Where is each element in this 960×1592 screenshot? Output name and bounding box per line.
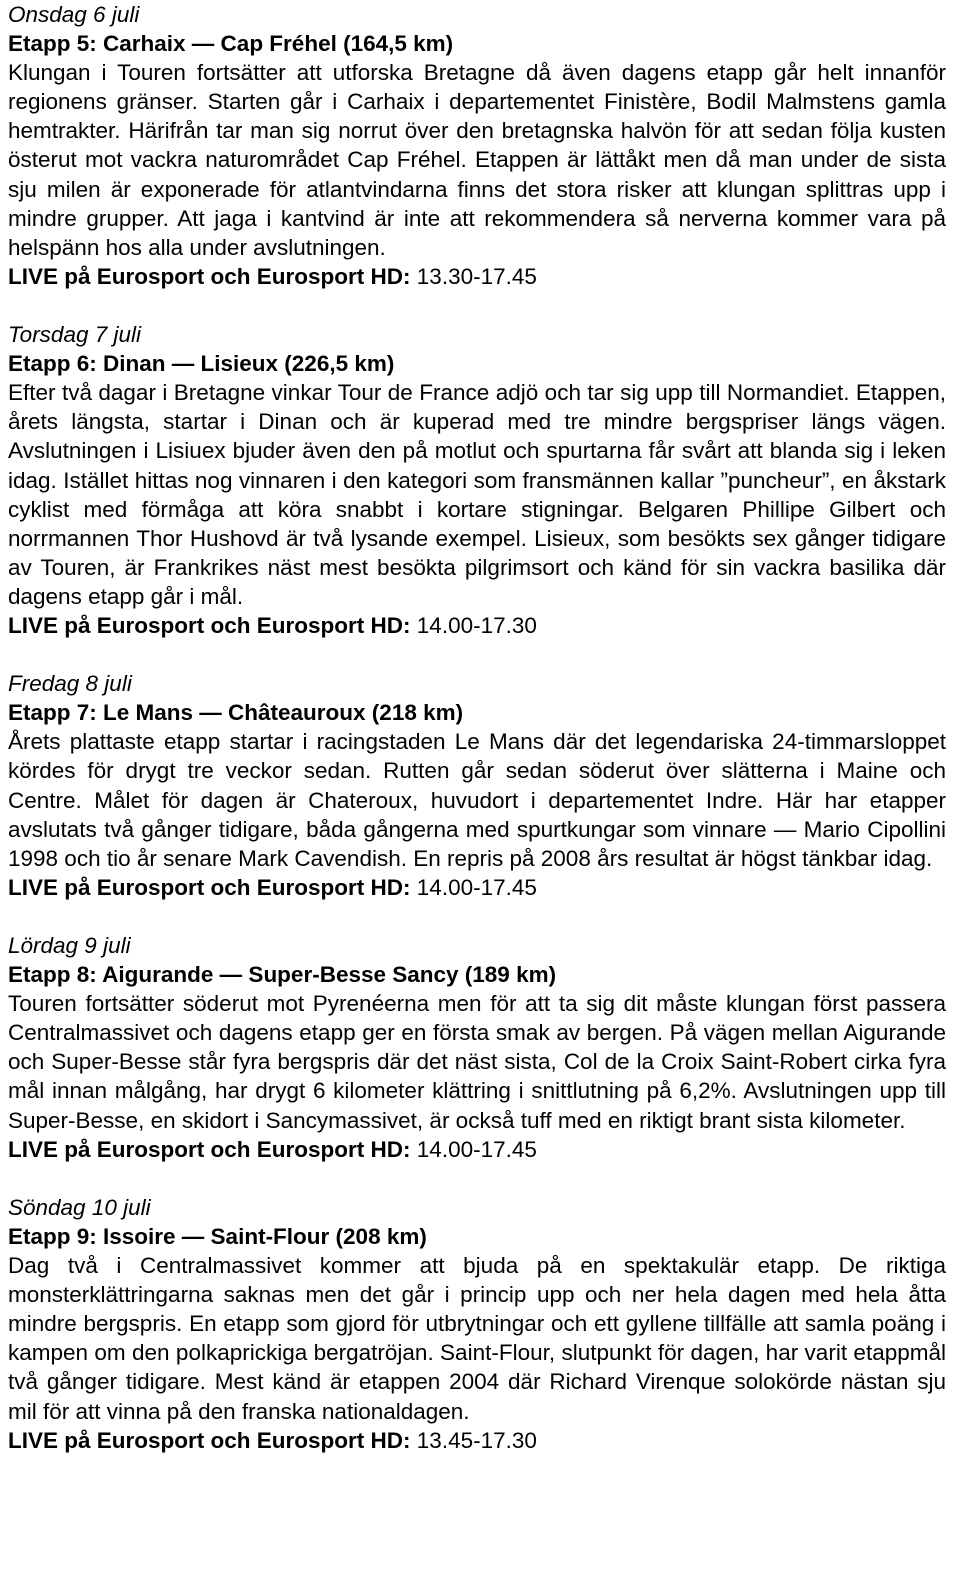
document-page bbox=[8, 0, 946, 1484]
stage-section-5 bbox=[8, 0, 946, 291]
stage-section-8 bbox=[8, 931, 946, 1164]
day-heading: Fredag 8 juli bbox=[8, 671, 132, 697]
stage-description: Dag två i Centralmassivet kommer att bjuda på en spektakulär etapp. De riktiga monsterklättringarna saknas men det går i princip upp och ner hela dagen med hela åtta mindre bergspris. En etapp som gjord för utbrytningar och ett gyllene tillfälle att samla poäng i kampen om den polkaprickiga bergatröjan. Saint-Flour, slutpunkt för dagen, har varit etappmål två gånger tidigare. Mest känd är etappen 2004 där Richard Virenque solokörde nästan sju mil för att vinna på den franska nationaldagen. bbox=[8, 1253, 946, 1424]
day-heading: Onsdag 6 juli bbox=[8, 2, 140, 27]
stage-section-7 bbox=[8, 669, 946, 902]
stage-title: Etapp 6: Dinan — Lisieux (226,5 km) bbox=[8, 351, 395, 377]
broadcast-time: 14.00-17.45 bbox=[416, 874, 537, 900]
day-heading: Lördag 9 juli bbox=[8, 933, 131, 958]
stage-description: Touren fortsätter söderut mot Pyrenéerna men för att ta sig dit måste klungan först passera Centralmassivet och dagens etapp ger en första smak av bergen. På vägen mellan Aigurande och Super-Besse står fyra bergspris där det näst sista, Col de la Croix Saint-Robert cirka fyra mål innan målgång, har drygt 6 kilometer klättring i snittlutning på 6,2%. Avslutningen upp till Super-Besse, en skidort i Sancymassivet, är också tuff med en riktigt brant sista kilometer. bbox=[8, 991, 946, 1133]
stage-description: Årets plattaste etapp startar i racingstaden Le Mans där det legendariska 24-timmarsloppet kördes för drygt tre veckor sedan. Rutten går sedan söderut över slätterna i Maine och Centre. Målet för dagen är Chateroux, huvudort i departementet Indre. Här har etapper avslutats två gånger tidigare, båda gångerna med spurtkungar som vinnare — Mario Cipollini 1998 och tio år senare Mark Cavendish. En repris på 2008 års resultat är högst tänkbar idag. bbox=[8, 729, 946, 871]
stage-title: Etapp 5: Carhaix — Cap Fréhel (164,5 km) bbox=[8, 31, 454, 57]
broadcast-info bbox=[8, 873, 946, 902]
stage-section-9 bbox=[8, 1193, 946, 1455]
broadcast-label: LIVE på Eurosport och Eurosport HD: bbox=[8, 612, 411, 638]
broadcast-label: LIVE på Eurosport och Eurosport HD: bbox=[8, 1136, 411, 1162]
broadcast-time: 13.45-17.30 bbox=[416, 1427, 537, 1453]
broadcast-label: LIVE på Eurosport och Eurosport HD: bbox=[8, 874, 411, 900]
broadcast-label: LIVE på Eurosport och Eurosport HD: bbox=[8, 263, 411, 289]
stage-title: Etapp 9: Issoire — Saint-Flour (208 km) bbox=[8, 1223, 427, 1249]
stage-title: Etapp 7: Le Mans — Châteauroux (218 km) bbox=[8, 700, 464, 726]
broadcast-info bbox=[8, 1135, 946, 1164]
broadcast-time: 14.00-17.30 bbox=[416, 612, 537, 638]
broadcast-time: 13.30-17.45 bbox=[416, 263, 537, 289]
broadcast-info bbox=[8, 1426, 946, 1455]
broadcast-info bbox=[8, 611, 946, 640]
day-heading: Torsdag 7 juli bbox=[8, 322, 142, 348]
broadcast-time: 14.00-17.45 bbox=[416, 1136, 537, 1162]
stage-description: Efter två dagar i Bretagne vinkar Tour de France adjö och tar sig upp till Normandiet. Etappen, årets längsta, startar i Dinan och är kuperad med tre mindre bergspriser längs vägen. Avslutningen i Lisiuex bjuder även den på motlut och spurtarna får svårt att blanda sig i leken idag. Istället hittas nog vinnaren i den kategori som fransmännen kallar ”puncheur”, en åkstark cyklist med förmåga att köra snabbt i kortare stigningar. Belgaren Phillipe Gilbert och norrmannen Thor Hushovd är två lysande exempel. Lisieux, som besökts sex gånger tidigare av Touren, är Frankrikes näst mest besökta pilgrimsort och känd för sin vackra basilika där dagens etapp går i mål. bbox=[8, 380, 946, 609]
stage-title: Etapp 8: Aigurande — Super-Besse Sancy (189 km) bbox=[8, 962, 557, 988]
day-heading: Söndag 10 juli bbox=[8, 1194, 151, 1220]
broadcast-label: LIVE på Eurosport och Eurosport HD: bbox=[8, 1427, 411, 1453]
broadcast-info bbox=[8, 262, 946, 291]
stage-section-6 bbox=[8, 320, 946, 640]
stage-description: Klungan i Touren fortsätter att utforska Bretagne då även dagens etapp går helt innanför regionens gränser. Starten går i Carhaix i departementet Finistère, Bodil Malmstens gamla hemtrakter. Härifrån tar man sig norrut över den bretagnska halvön för att sedan följa kusten österut mot vackra naturområdet Cap Fréhel. Etappen är lättåkt men då man under de sista sju milen är exponerade för atlantvindarna finns det stora risker att klungan splittras upp i mindre grupper. Att jaga i kantvind är inte att rekommendera så nerverna kommer vara på helspänn hos alla under avslutningen. bbox=[8, 60, 946, 260]
